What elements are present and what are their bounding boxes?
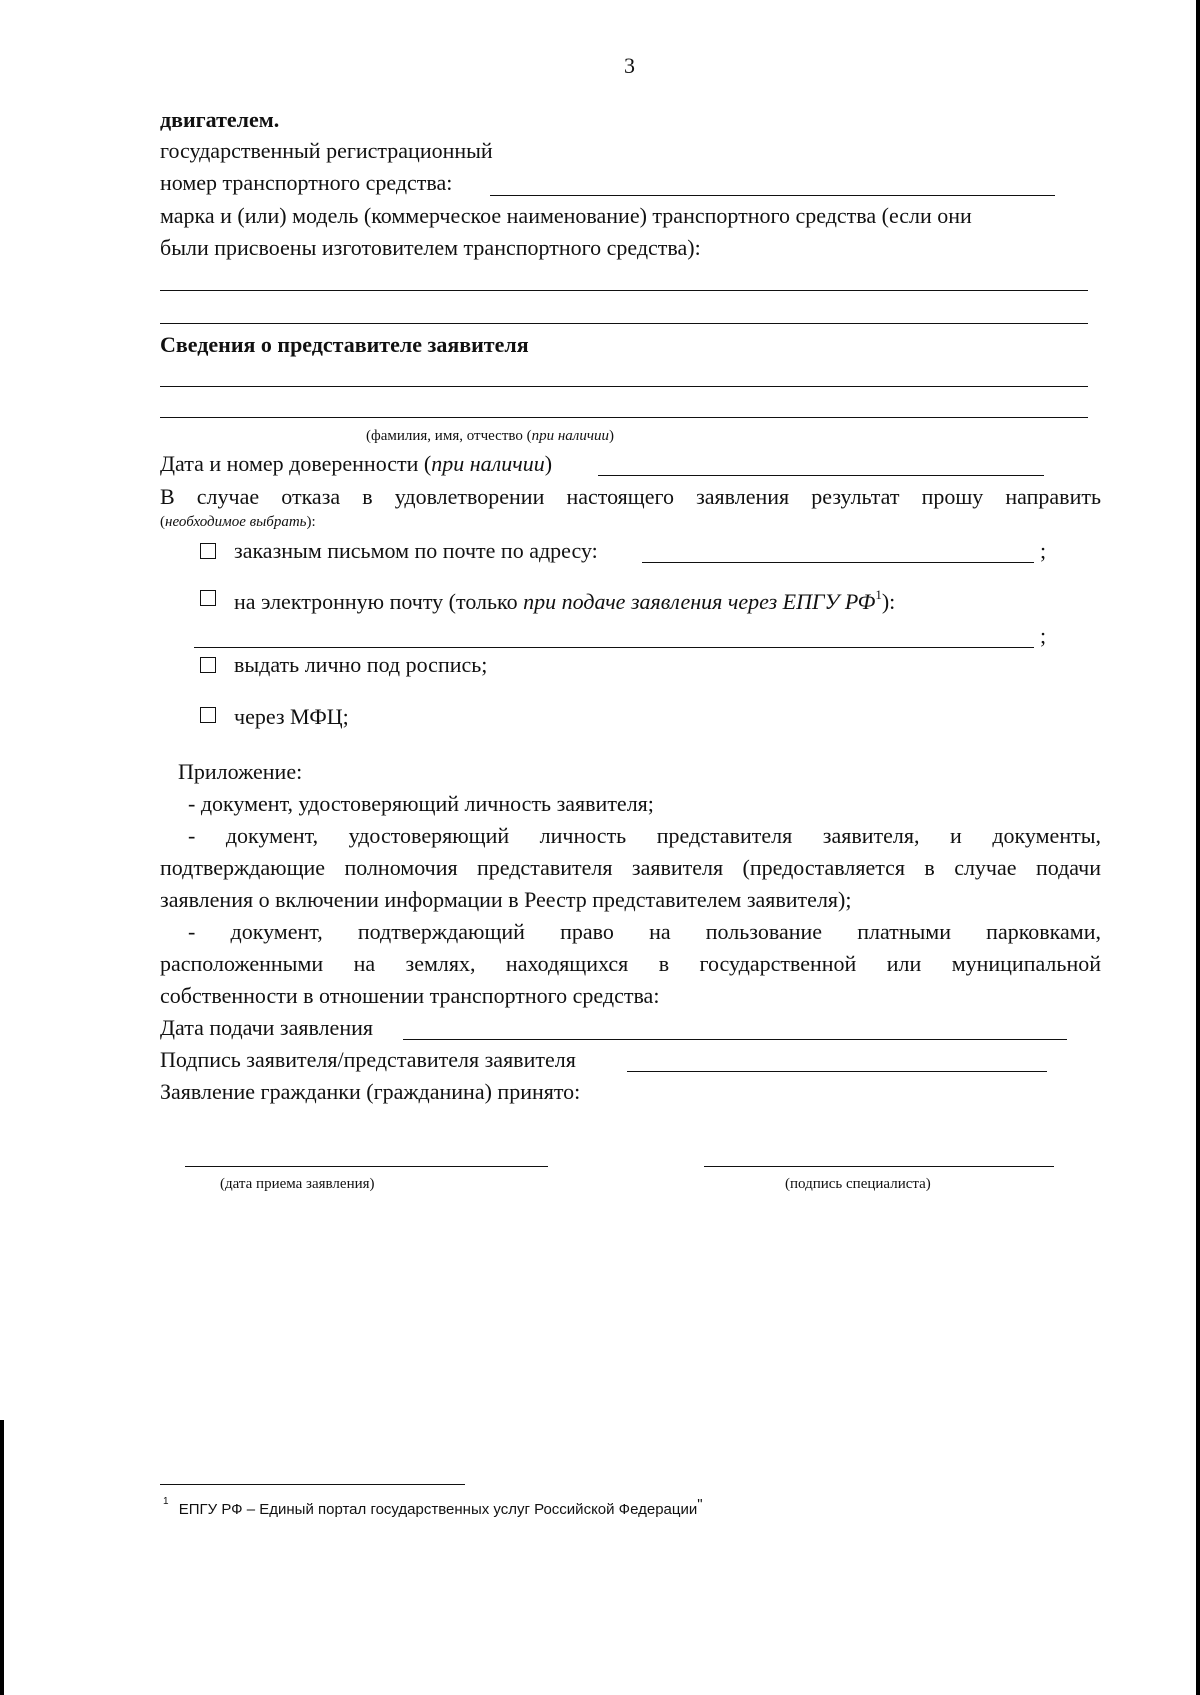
representative-heading: Сведения о представителе заявителя [160, 332, 529, 357]
brand-label-1: марка и (или) модель (коммерческое наименование) транспортного средства (если они [160, 203, 972, 228]
option-personal-checkbox[interactable] [200, 657, 216, 673]
refusal-text: В случае отказа в удовлетворении настоящего заявления результат прошу направить [160, 484, 1101, 509]
acceptance-date-field[interactable] [185, 1166, 548, 1167]
option-email-field[interactable] [194, 647, 1034, 648]
specialist-signature-caption: (подпись специалиста) [785, 1176, 931, 1192]
attachment-item-2-line-3: заявления о включении информации в Реестр представителем заявителя); [160, 887, 852, 912]
specialist-signature-field[interactable] [704, 1166, 1054, 1167]
attachment-item-1: - документ, удостоверяющий личность заявителя; [188, 791, 654, 816]
signature-label: Подпись заявителя/представителя заявителя [160, 1047, 576, 1072]
option-email-semicolon: ; [1040, 623, 1047, 648]
option-personal-label: выдать лично под роспись; [234, 652, 488, 677]
brand-field-line-2[interactable] [160, 323, 1088, 324]
attachments-heading: Приложение: [178, 759, 303, 784]
reg-number-field[interactable] [490, 195, 1055, 196]
footnote [163, 1496, 703, 1520]
representative-field-line-2[interactable] [160, 417, 1088, 418]
footnote-mark-ref: 1 [875, 586, 882, 602]
footnote-text: ЕПГУ РФ – Единый портал государственных услуг Российской Федерации [178, 1501, 698, 1518]
option-mail-semicolon: ; [1040, 538, 1047, 563]
option-mail-checkbox[interactable] [200, 543, 216, 559]
attachment-item-2-line-2: подтверждающие полномочия представителя заявителя (предоставляется в случае подачи [160, 855, 1101, 880]
representative-field-line-1[interactable] [160, 386, 1088, 387]
option-mfc-checkbox[interactable] [200, 707, 216, 723]
submission-date-field[interactable] [403, 1039, 1067, 1040]
attachment-item-2-line-1: - документ, удостоверяющий личность представителя заявителя, и документы, [188, 823, 1101, 848]
fio-caption: (фамилия, имя, отчество (при наличии) [366, 428, 614, 444]
option-mail-label: заказным письмом по почте по адресу: [234, 538, 598, 563]
signature-field[interactable] [627, 1071, 1047, 1072]
option-mail-address-field[interactable] [642, 562, 1034, 563]
scan-edge-left [0, 1420, 4, 1695]
submission-date-label: Дата подачи заявления [160, 1015, 373, 1040]
reg-number-label-1: государственный регистрационный [160, 138, 493, 163]
brand-label-2: были присвоены изготовителем транспортного средства): [160, 235, 701, 260]
brand-field-line-1[interactable] [160, 290, 1088, 291]
option-email-checkbox[interactable] [200, 590, 216, 606]
attachment-item-3-line-2: расположенными на землях, находящихся в государственной или муниципальной [160, 951, 1101, 976]
attachment-item-3-line-3: собственности в отношении транспортного средства: [160, 983, 660, 1008]
acceptance-date-caption: (дата приема заявления) [220, 1176, 375, 1192]
attachment-item-3-line-1: - документ, подтверждающий право на пользование платными парковками, [188, 919, 1101, 944]
engine-word: двигателем. [160, 107, 280, 132]
accepted-label: Заявление гражданки (гражданина) принято: [160, 1079, 581, 1104]
refusal-note: (необходимое выбрать): [160, 514, 316, 530]
option-email-label: на электронную почту (только при подаче заявления через ЕПГУ $РФ^1$): [234, 586, 896, 614]
proxy-field[interactable] [598, 475, 1044, 476]
scan-edge-right [1196, 0, 1200, 1695]
reg-number-label-2: номер транспортного средства: [160, 170, 453, 195]
footnote-closing-quote: " [697, 1496, 703, 1513]
option-mfc-label: через МФЦ; [234, 704, 349, 729]
footnote-mark: 1 [163, 1496, 169, 1507]
footnote-separator [160, 1484, 465, 1485]
page-number: 3 [624, 53, 635, 78]
proxy-label: Дата и номер доверенности (при наличии) [160, 451, 553, 476]
